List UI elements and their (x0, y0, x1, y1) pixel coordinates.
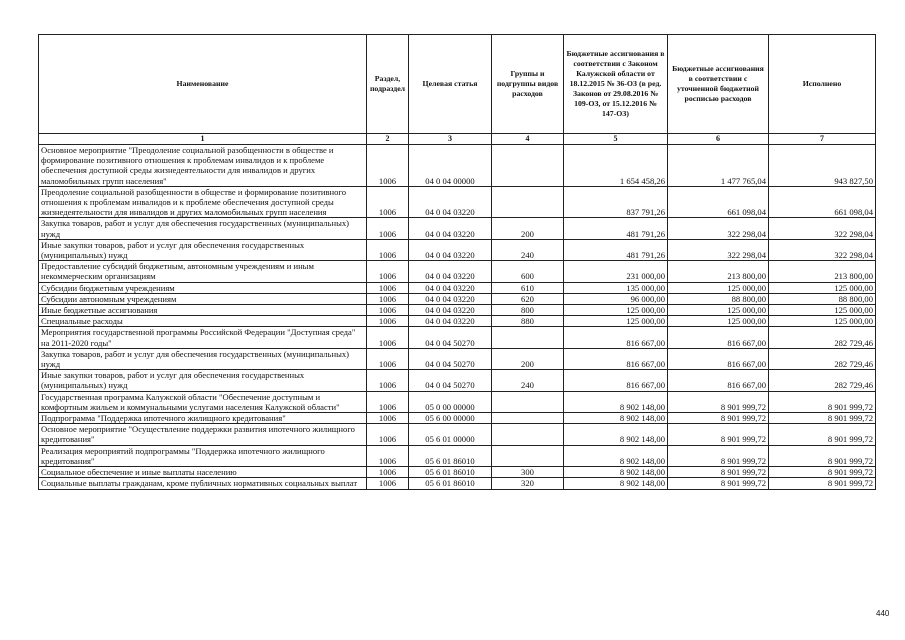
row-executed: 943 827,50 (769, 145, 876, 187)
table-body (39, 145, 876, 490)
table-row (39, 391, 876, 412)
table-row (39, 316, 876, 327)
row-section: 1006 (367, 327, 409, 348)
row-section: 1006 (367, 186, 409, 218)
header-row (39, 35, 876, 134)
header-name: Наименование (39, 35, 367, 134)
row-section: 1006 (367, 261, 409, 282)
row-name: Социальное обеспечение и иные выплаты населению (39, 467, 367, 478)
row-section: 1006 (367, 424, 409, 445)
row-law-allocation: 816 667,00 (564, 370, 668, 391)
row-law-allocation: 8 902 148,00 (564, 478, 668, 489)
row-group: 200 (492, 218, 564, 239)
row-schedule-allocation: 8 901 999,72 (668, 413, 769, 424)
row-executed: 213 800,00 (769, 261, 876, 282)
row-section: 1006 (367, 445, 409, 466)
row-schedule-allocation: 125 000,00 (668, 305, 769, 316)
row-section: 1006 (367, 413, 409, 424)
row-schedule-allocation: 8 901 999,72 (668, 478, 769, 489)
row-schedule-allocation: 8 901 999,72 (668, 391, 769, 412)
row-law-allocation: 8 902 148,00 (564, 391, 668, 412)
row-article: 04 0 04 03220 (409, 282, 492, 293)
row-group (492, 413, 564, 424)
row-executed: 8 901 999,72 (769, 413, 876, 424)
row-group: 610 (492, 282, 564, 293)
table-row (39, 239, 876, 260)
row-article: 04 0 04 03220 (409, 305, 492, 316)
row-name: Закупка товаров, работ и услуг для обеспечения государственных (муниципальных) нужд (39, 348, 367, 369)
row-executed: 8 901 999,72 (769, 478, 876, 489)
col-number: 2 (367, 134, 409, 145)
row-group (492, 145, 564, 187)
row-name: Субсидии бюджетным учреждениям (39, 282, 367, 293)
row-group: 240 (492, 239, 564, 260)
row-section: 1006 (367, 348, 409, 369)
table-row (39, 445, 876, 466)
row-section: 1006 (367, 218, 409, 239)
row-section: 1006 (367, 282, 409, 293)
row-executed: 8 901 999,72 (769, 467, 876, 478)
row-executed: 125 000,00 (769, 316, 876, 327)
row-executed: 125 000,00 (769, 282, 876, 293)
row-section: 1006 (367, 316, 409, 327)
row-name: Специальные расходы (39, 316, 367, 327)
row-section: 1006 (367, 293, 409, 304)
row-law-allocation: 96 000,00 (564, 293, 668, 304)
table-row (39, 348, 876, 369)
col-number: 3 (409, 134, 492, 145)
row-schedule-allocation: 213 800,00 (668, 261, 769, 282)
table-row (39, 370, 876, 391)
row-executed: 8 901 999,72 (769, 391, 876, 412)
row-article: 04 0 04 03220 (409, 261, 492, 282)
row-article: 05 0 00 00000 (409, 391, 492, 412)
row-section: 1006 (367, 478, 409, 489)
row-section: 1006 (367, 145, 409, 187)
row-name: Подпрограмма "Поддержка ипотечного жилищного кредитования" (39, 413, 367, 424)
row-law-allocation: 481 791,26 (564, 239, 668, 260)
header-group: Группы и подгруппы видов расходов (492, 35, 564, 134)
row-schedule-allocation: 322 298,04 (668, 239, 769, 260)
table-row (39, 261, 876, 282)
row-name: Иные закупки товаров, работ и услуг для обеспечения государственных (муниципальных) нужд (39, 239, 367, 260)
row-executed: 322 298,04 (769, 239, 876, 260)
row-schedule-allocation: 816 667,00 (668, 348, 769, 369)
row-article: 04 0 04 50270 (409, 370, 492, 391)
row-group (492, 445, 564, 466)
row-article: 04 0 04 50270 (409, 348, 492, 369)
row-group: 600 (492, 261, 564, 282)
row-section: 1006 (367, 370, 409, 391)
table-row (39, 186, 876, 218)
row-group: 240 (492, 370, 564, 391)
col-number: 7 (769, 134, 876, 145)
row-law-allocation: 816 667,00 (564, 348, 668, 369)
row-article: 05 6 01 86010 (409, 478, 492, 489)
row-executed: 125 000,00 (769, 305, 876, 316)
row-schedule-allocation: 88 800,00 (668, 293, 769, 304)
row-law-allocation: 125 000,00 (564, 305, 668, 316)
row-executed: 88 800,00 (769, 293, 876, 304)
row-group: 300 (492, 467, 564, 478)
row-article: 04 0 04 03220 (409, 316, 492, 327)
row-group (492, 391, 564, 412)
row-schedule-allocation: 322 298,04 (668, 218, 769, 239)
row-law-allocation: 481 791,26 (564, 218, 668, 239)
table-row (39, 413, 876, 424)
row-schedule-allocation: 816 667,00 (668, 327, 769, 348)
row-article: 05 6 01 86010 (409, 467, 492, 478)
header-article: Целевая статья (409, 35, 492, 134)
row-section: 1006 (367, 391, 409, 412)
row-group: 880 (492, 316, 564, 327)
row-law-allocation: 135 000,00 (564, 282, 668, 293)
col-number: 4 (492, 134, 564, 145)
row-group (492, 424, 564, 445)
row-law-allocation: 837 791,26 (564, 186, 668, 218)
row-article: 04 0 04 00000 (409, 145, 492, 187)
row-law-allocation: 231 000,00 (564, 261, 668, 282)
table-row (39, 327, 876, 348)
budget-table (38, 34, 876, 490)
col-number: 5 (564, 134, 668, 145)
row-article: 05 6 00 00000 (409, 413, 492, 424)
header-executed: Исполнено (769, 35, 876, 134)
table-row (39, 305, 876, 316)
row-group (492, 327, 564, 348)
row-executed: 282 729,46 (769, 370, 876, 391)
row-executed: 8 901 999,72 (769, 445, 876, 466)
row-section: 1006 (367, 239, 409, 260)
column-number-row (39, 134, 876, 145)
row-name: Государственная программа Калужской области "Обеспечение доступным и комфортным жильем и коммунальными услугами населения Калужской области" (39, 391, 367, 412)
row-name: Иные закупки товаров, работ и услуг для обеспечения государственных (муниципальных) нужд (39, 370, 367, 391)
row-article: 05 6 01 00000 (409, 424, 492, 445)
row-name: Основное мероприятие "Осуществление поддержки развития ипотечного жилищного кредитования" (39, 424, 367, 445)
row-schedule-allocation: 816 667,00 (668, 370, 769, 391)
row-law-allocation: 125 000,00 (564, 316, 668, 327)
row-article: 05 6 01 86010 (409, 445, 492, 466)
table-row (39, 478, 876, 489)
row-schedule-allocation: 8 901 999,72 (668, 467, 769, 478)
row-name: Предоставление субсидий бюджетным, автономным учреждениям и иным некоммерческим организациям (39, 261, 367, 282)
table-row (39, 145, 876, 187)
row-law-allocation: 1 654 458,26 (564, 145, 668, 187)
row-section: 1006 (367, 305, 409, 316)
row-name: Закупка товаров, работ и услуг для обеспечения государственных (муниципальных) нужд (39, 218, 367, 239)
col-number: 6 (668, 134, 769, 145)
row-article: 04 0 04 03220 (409, 186, 492, 218)
row-article: 04 0 04 50270 (409, 327, 492, 348)
table-row (39, 218, 876, 239)
row-article: 04 0 04 03220 (409, 293, 492, 304)
table-row (39, 293, 876, 304)
row-law-allocation: 8 902 148,00 (564, 445, 668, 466)
row-name: Мероприятия государственной программы Российской Федерации "Доступная среда" на 2011-2020 годы" (39, 327, 367, 348)
row-name: Основное мероприятие "Преодоление социальной разобщенности в обществе и формирование позитивного отношения к проблемам инвалидов и к проблеме обеспечения доступной среды жизнедеятельности для инвалидов и других маломобильных групп населения" (39, 145, 367, 187)
row-executed: 661 098,04 (769, 186, 876, 218)
row-article: 04 0 04 03220 (409, 218, 492, 239)
row-group: 800 (492, 305, 564, 316)
row-name: Иные бюджетные ассигнования (39, 305, 367, 316)
header-law-allocation: Бюджетные ассигнования в соответствии с Законом Калужской области от 18.12.2015 № 36-ОЗ (в ред. Законов от 29.08.2016 № 109-ОЗ, от 15.12.2016 № 147-ОЗ) (564, 35, 668, 134)
row-name: Реализация мероприятий подпрограммы "Поддержка ипотечного жилищного кредитования" (39, 445, 367, 466)
header-section: Раздел, подраздел (367, 35, 409, 134)
row-executed: 8 901 999,72 (769, 424, 876, 445)
row-section: 1006 (367, 467, 409, 478)
row-schedule-allocation: 125 000,00 (668, 316, 769, 327)
row-executed: 282 729,46 (769, 348, 876, 369)
row-executed: 282 729,46 (769, 327, 876, 348)
row-executed: 322 298,04 (769, 218, 876, 239)
row-group: 200 (492, 348, 564, 369)
row-group: 620 (492, 293, 564, 304)
row-name: Социальные выплаты гражданам, кроме публичных нормативных социальных выплат (39, 478, 367, 489)
row-law-allocation: 816 667,00 (564, 327, 668, 348)
row-law-allocation: 8 902 148,00 (564, 413, 668, 424)
row-group (492, 186, 564, 218)
row-schedule-allocation: 1 477 765,04 (668, 145, 769, 187)
row-article: 04 0 04 03220 (409, 239, 492, 260)
row-name: Субсидии автономным учреждениям (39, 293, 367, 304)
row-schedule-allocation: 8 901 999,72 (668, 445, 769, 466)
header-schedule-allocation: Бюджетные ассигнования в соответствии с уточненной бюджетной росписью расходов (668, 35, 769, 134)
row-law-allocation: 8 902 148,00 (564, 424, 668, 445)
row-schedule-allocation: 661 098,04 (668, 186, 769, 218)
row-group: 320 (492, 478, 564, 489)
col-number: 1 (39, 134, 367, 145)
table-row (39, 424, 876, 445)
row-schedule-allocation: 125 000,00 (668, 282, 769, 293)
row-law-allocation: 8 902 148,00 (564, 467, 668, 478)
table-row (39, 467, 876, 478)
table-row (39, 282, 876, 293)
page-number: 440 (876, 609, 890, 618)
row-name: Преодоление социальной разобщенности в обществе и формирование позитивного отношения к проблемам инвалидов и к проблеме обеспечения доступной среды жизнедеятельности для инвалидов и других маломобильных групп населения (39, 186, 367, 218)
row-schedule-allocation: 8 901 999,72 (668, 424, 769, 445)
